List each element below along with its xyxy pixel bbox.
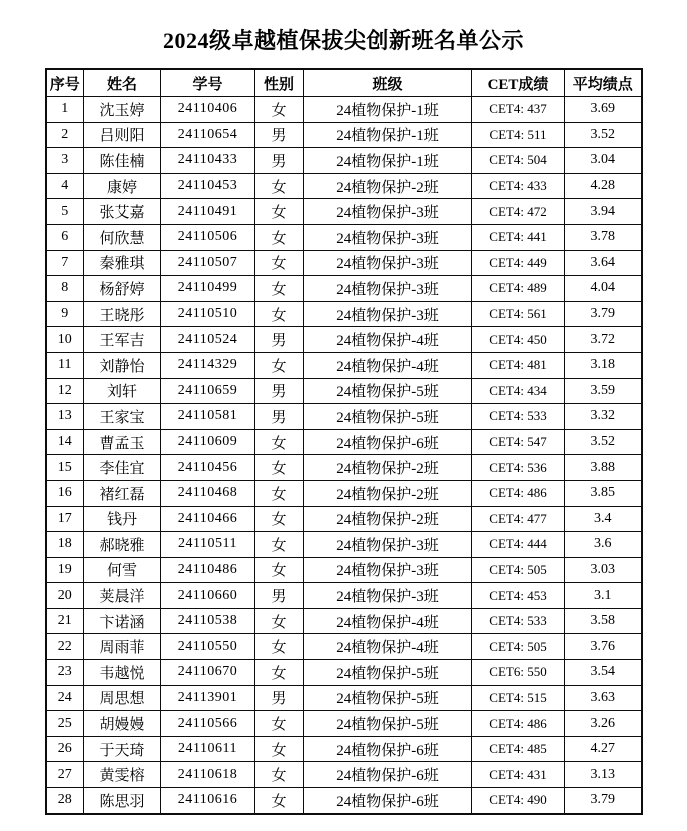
cell-student-id: 24110609 xyxy=(161,429,255,455)
cell-class: 24植物保护-3班 xyxy=(304,250,472,276)
cell-cet-score: CET4: 561 xyxy=(472,301,565,327)
cell-student-id: 24110491 xyxy=(161,199,255,225)
cell-serial-number: 10 xyxy=(46,327,84,353)
cell-name: 于天琦 xyxy=(84,736,161,762)
cell-gpa: 3.52 xyxy=(565,122,642,148)
cell-name: 吕则阳 xyxy=(84,122,161,148)
cell-student-id: 24110616 xyxy=(161,788,255,814)
cell-class: 24植物保护-5班 xyxy=(304,711,472,737)
cell-name: 周思想 xyxy=(84,685,161,711)
cell-gender: 女 xyxy=(255,736,304,762)
cell-gender: 男 xyxy=(255,327,304,353)
cell-serial-number: 19 xyxy=(46,557,84,583)
cell-cet-score: CET4: 504 xyxy=(472,148,565,174)
cell-name: 卞诺涵 xyxy=(84,608,161,634)
cell-class: 24植物保护-6班 xyxy=(304,788,472,814)
cell-student-id: 24114329 xyxy=(161,352,255,378)
cell-student-id: 24110507 xyxy=(161,250,255,276)
column-header-name: 姓名 xyxy=(84,69,161,97)
student-roster-table xyxy=(45,68,643,815)
cell-student-id: 24110654 xyxy=(161,122,255,148)
cell-class: 24植物保护-5班 xyxy=(304,660,472,686)
cell-serial-number: 23 xyxy=(46,660,84,686)
cell-gpa: 4.04 xyxy=(565,276,642,302)
table-row xyxy=(46,224,642,250)
cell-serial-number: 21 xyxy=(46,608,84,634)
cell-student-id: 24110659 xyxy=(161,378,255,404)
cell-serial-number: 7 xyxy=(46,250,84,276)
cell-gender: 女 xyxy=(255,352,304,378)
cell-gender: 女 xyxy=(255,429,304,455)
cell-cet-score: CET4: 505 xyxy=(472,634,565,660)
cell-class: 24植物保护-1班 xyxy=(304,97,472,123)
cell-serial-number: 17 xyxy=(46,506,84,532)
cell-serial-number: 27 xyxy=(46,762,84,788)
cell-cet-score: CET4: 450 xyxy=(472,327,565,353)
cell-name: 周雨菲 xyxy=(84,634,161,660)
cell-gender: 女 xyxy=(255,506,304,532)
cell-class: 24植物保护-3班 xyxy=(304,532,472,558)
cell-name: 何雪 xyxy=(84,557,161,583)
cell-name: 黄雯榕 xyxy=(84,762,161,788)
cell-class: 24植物保护-2班 xyxy=(304,173,472,199)
cell-gpa: 3.4 xyxy=(565,506,642,532)
cell-cet-score: CET4: 533 xyxy=(472,608,565,634)
cell-cet-score: CET4: 547 xyxy=(472,429,565,455)
cell-gender: 女 xyxy=(255,711,304,737)
table-row xyxy=(46,583,642,609)
cell-student-id: 24110453 xyxy=(161,173,255,199)
cell-name: 曹孟玉 xyxy=(84,429,161,455)
cell-name: 秦雅琪 xyxy=(84,250,161,276)
cell-class: 24植物保护-2班 xyxy=(304,506,472,532)
cell-student-id: 24110506 xyxy=(161,224,255,250)
cell-cet-score: CET4: 449 xyxy=(472,250,565,276)
cell-class: 24植物保护-6班 xyxy=(304,762,472,788)
table-row xyxy=(46,506,642,532)
cell-gpa: 3.79 xyxy=(565,788,642,814)
cell-class: 24植物保护-4班 xyxy=(304,608,472,634)
cell-gender: 女 xyxy=(255,660,304,686)
cell-serial-number: 6 xyxy=(46,224,84,250)
cell-gpa: 3.64 xyxy=(565,250,642,276)
column-header-class: 班级 xyxy=(304,69,472,97)
column-header-gender: 性别 xyxy=(255,69,304,97)
column-header-no: 序号 xyxy=(46,69,84,97)
cell-name: 王晓彤 xyxy=(84,301,161,327)
cell-gender: 女 xyxy=(255,250,304,276)
cell-gpa: 3.94 xyxy=(565,199,642,225)
table-row xyxy=(46,301,642,327)
cell-student-id: 24110433 xyxy=(161,148,255,174)
cell-gpa: 3.59 xyxy=(565,378,642,404)
cell-name: 郝晓雅 xyxy=(84,532,161,558)
cell-serial-number: 28 xyxy=(46,788,84,814)
cell-class: 24植物保护-3班 xyxy=(304,301,472,327)
cell-cet-score: CET4: 533 xyxy=(472,404,565,430)
cell-gender: 男 xyxy=(255,148,304,174)
cell-gpa: 3.32 xyxy=(565,404,642,430)
cell-gpa: 3.1 xyxy=(565,583,642,609)
cell-serial-number: 15 xyxy=(46,455,84,481)
cell-cet-score: CET4: 441 xyxy=(472,224,565,250)
cell-student-id: 24110660 xyxy=(161,583,255,609)
cell-class: 24植物保护-6班 xyxy=(304,736,472,762)
cell-serial-number: 25 xyxy=(46,711,84,737)
cell-name: 张艾嘉 xyxy=(84,199,161,225)
table-row xyxy=(46,685,642,711)
cell-name: 胡嫚嫚 xyxy=(84,711,161,737)
cell-student-id: 24110511 xyxy=(161,532,255,558)
cell-student-id: 24110468 xyxy=(161,480,255,506)
table-row xyxy=(46,762,642,788)
cell-serial-number: 18 xyxy=(46,532,84,558)
cell-gender: 女 xyxy=(255,276,304,302)
cell-student-id: 24110499 xyxy=(161,276,255,302)
cell-class: 24植物保护-6班 xyxy=(304,429,472,455)
table-row xyxy=(46,378,642,404)
cell-gender: 男 xyxy=(255,378,304,404)
cell-class: 24植物保护-5班 xyxy=(304,404,472,430)
table-row xyxy=(46,122,642,148)
cell-cet-score: CET4: 486 xyxy=(472,480,565,506)
cell-serial-number: 14 xyxy=(46,429,84,455)
cell-name: 康婷 xyxy=(84,173,161,199)
table-row xyxy=(46,557,642,583)
cell-student-id: 24110566 xyxy=(161,711,255,737)
cell-cet-score: CET4: 511 xyxy=(472,122,565,148)
cell-class: 24植物保护-3班 xyxy=(304,583,472,609)
cell-class: 24植物保护-1班 xyxy=(304,122,472,148)
cell-gpa: 3.13 xyxy=(565,762,642,788)
cell-serial-number: 24 xyxy=(46,685,84,711)
cell-gpa: 3.72 xyxy=(565,327,642,353)
cell-class: 24植物保护-1班 xyxy=(304,148,472,174)
cell-gender: 男 xyxy=(255,583,304,609)
cell-name: 李佳宜 xyxy=(84,455,161,481)
cell-student-id: 24110670 xyxy=(161,660,255,686)
cell-gender: 女 xyxy=(255,557,304,583)
table-row xyxy=(46,455,642,481)
cell-serial-number: 16 xyxy=(46,480,84,506)
cell-class: 24植物保护-3班 xyxy=(304,199,472,225)
column-header-cet: CET成绩 xyxy=(472,69,565,97)
page-title: 2024级卓越植保拔尖创新班名单公示 xyxy=(162,28,524,53)
column-header-gpa: 平均绩点 xyxy=(565,69,642,97)
cell-class: 24植物保护-2班 xyxy=(304,455,472,481)
cell-gpa: 3.26 xyxy=(565,711,642,737)
table-row xyxy=(46,660,642,686)
cell-name: 王家宝 xyxy=(84,404,161,430)
cell-gender: 男 xyxy=(255,404,304,430)
cell-name: 钱丹 xyxy=(84,506,161,532)
cell-serial-number: 11 xyxy=(46,352,84,378)
cell-student-id: 24110406 xyxy=(161,97,255,123)
table-row xyxy=(46,250,642,276)
cell-name: 韦越悦 xyxy=(84,660,161,686)
cell-cet-score: CET4: 477 xyxy=(472,506,565,532)
cell-gender: 女 xyxy=(255,199,304,225)
cell-cet-score: CET4: 434 xyxy=(472,378,565,404)
cell-gender: 女 xyxy=(255,608,304,634)
table-row xyxy=(46,736,642,762)
cell-cet-score: CET4: 453 xyxy=(472,583,565,609)
cell-student-id: 24113901 xyxy=(161,685,255,711)
table-row xyxy=(46,173,642,199)
cell-gender: 女 xyxy=(255,762,304,788)
cell-serial-number: 12 xyxy=(46,378,84,404)
cell-gender: 男 xyxy=(255,685,304,711)
cell-gpa: 3.54 xyxy=(565,660,642,686)
cell-gpa: 3.58 xyxy=(565,608,642,634)
cell-student-id: 24110611 xyxy=(161,736,255,762)
cell-cet-score: CET6: 550 xyxy=(472,660,565,686)
cell-gpa: 3.76 xyxy=(565,634,642,660)
cell-class: 24植物保护-5班 xyxy=(304,378,472,404)
table-row xyxy=(46,788,642,814)
table-row xyxy=(46,429,642,455)
cell-student-id: 24110524 xyxy=(161,327,255,353)
cell-serial-number: 22 xyxy=(46,634,84,660)
cell-cet-score: CET4: 431 xyxy=(472,762,565,788)
table-row xyxy=(46,532,642,558)
cell-name: 杨舒婷 xyxy=(84,276,161,302)
table-row xyxy=(46,327,642,353)
cell-name: 刘静怡 xyxy=(84,352,161,378)
cell-class: 24植物保护-2班 xyxy=(304,480,472,506)
cell-gpa: 3.79 xyxy=(565,301,642,327)
table-body xyxy=(46,97,642,814)
cell-gender: 女 xyxy=(255,532,304,558)
cell-gpa: 4.27 xyxy=(565,736,642,762)
cell-cet-score: CET4: 505 xyxy=(472,557,565,583)
cell-student-id: 24110510 xyxy=(161,301,255,327)
cell-gender: 男 xyxy=(255,122,304,148)
cell-name: 刘轩 xyxy=(84,378,161,404)
cell-class: 24植物保护-3班 xyxy=(304,276,472,302)
table-row xyxy=(46,199,642,225)
cell-gpa: 3.04 xyxy=(565,148,642,174)
cell-gpa: 3.78 xyxy=(565,224,642,250)
cell-student-id: 24110550 xyxy=(161,634,255,660)
cell-student-id: 24110456 xyxy=(161,455,255,481)
cell-cet-score: CET4: 515 xyxy=(472,685,565,711)
cell-name: 荚晨洋 xyxy=(84,583,161,609)
table-row xyxy=(46,276,642,302)
cell-cet-score: CET4: 481 xyxy=(472,352,565,378)
cell-serial-number: 4 xyxy=(46,173,84,199)
table-row xyxy=(46,352,642,378)
cell-serial-number: 2 xyxy=(46,122,84,148)
cell-gender: 女 xyxy=(255,173,304,199)
cell-student-id: 24110466 xyxy=(161,506,255,532)
cell-gpa: 3.85 xyxy=(565,480,642,506)
cell-student-id: 24110486 xyxy=(161,557,255,583)
cell-student-id: 24110581 xyxy=(161,404,255,430)
cell-gpa: 3.69 xyxy=(565,97,642,123)
table-row xyxy=(46,480,642,506)
cell-name: 褚红磊 xyxy=(84,480,161,506)
cell-class: 24植物保护-4班 xyxy=(304,327,472,353)
cell-cet-score: CET4: 437 xyxy=(472,97,565,123)
cell-name: 沈玉婷 xyxy=(84,97,161,123)
cell-cet-score: CET4: 444 xyxy=(472,532,565,558)
table-row xyxy=(46,148,642,174)
table-row xyxy=(46,404,642,430)
table-row xyxy=(46,608,642,634)
cell-serial-number: 13 xyxy=(46,404,84,430)
cell-gpa: 3.88 xyxy=(565,455,642,481)
cell-cet-score: CET4: 536 xyxy=(472,455,565,481)
cell-serial-number: 8 xyxy=(46,276,84,302)
cell-gender: 女 xyxy=(255,480,304,506)
cell-name: 王军吉 xyxy=(84,327,161,353)
cell-cet-score: CET4: 472 xyxy=(472,199,565,225)
cell-gender: 女 xyxy=(255,97,304,123)
column-header-id: 学号 xyxy=(161,69,255,97)
cell-class: 24植物保护-3班 xyxy=(304,557,472,583)
cell-cet-score: CET4: 486 xyxy=(472,711,565,737)
cell-gender: 女 xyxy=(255,224,304,250)
cell-class: 24植物保护-3班 xyxy=(304,224,472,250)
cell-cet-score: CET4: 433 xyxy=(472,173,565,199)
cell-student-id: 24110538 xyxy=(161,608,255,634)
table-row xyxy=(46,97,642,123)
cell-class: 24植物保护-5班 xyxy=(304,685,472,711)
cell-serial-number: 5 xyxy=(46,199,84,225)
cell-gender: 女 xyxy=(255,634,304,660)
cell-name: 陈佳楠 xyxy=(84,148,161,174)
cell-serial-number: 9 xyxy=(46,301,84,327)
cell-serial-number: 1 xyxy=(46,97,84,123)
table-row xyxy=(46,634,642,660)
cell-cet-score: CET4: 485 xyxy=(472,736,565,762)
cell-serial-number: 20 xyxy=(46,583,84,609)
cell-gpa: 3.52 xyxy=(565,429,642,455)
cell-gpa: 4.28 xyxy=(565,173,642,199)
cell-gender: 女 xyxy=(255,301,304,327)
cell-class: 24植物保护-4班 xyxy=(304,352,472,378)
cell-class: 24植物保护-4班 xyxy=(304,634,472,660)
cell-gender: 女 xyxy=(255,455,304,481)
cell-gpa: 3.03 xyxy=(565,557,642,583)
cell-name: 陈思羽 xyxy=(84,788,161,814)
cell-serial-number: 26 xyxy=(46,736,84,762)
cell-gender: 女 xyxy=(255,788,304,814)
cell-gpa: 3.63 xyxy=(565,685,642,711)
cell-name: 何欣慧 xyxy=(84,224,161,250)
cell-cet-score: CET4: 489 xyxy=(472,276,565,302)
cell-gpa: 3.6 xyxy=(565,532,642,558)
cell-cet-score: CET4: 490 xyxy=(472,788,565,814)
table-header-row xyxy=(46,69,642,97)
table-row xyxy=(46,711,642,737)
cell-gpa: 3.18 xyxy=(565,352,642,378)
cell-student-id: 24110618 xyxy=(161,762,255,788)
cell-serial-number: 3 xyxy=(46,148,84,174)
